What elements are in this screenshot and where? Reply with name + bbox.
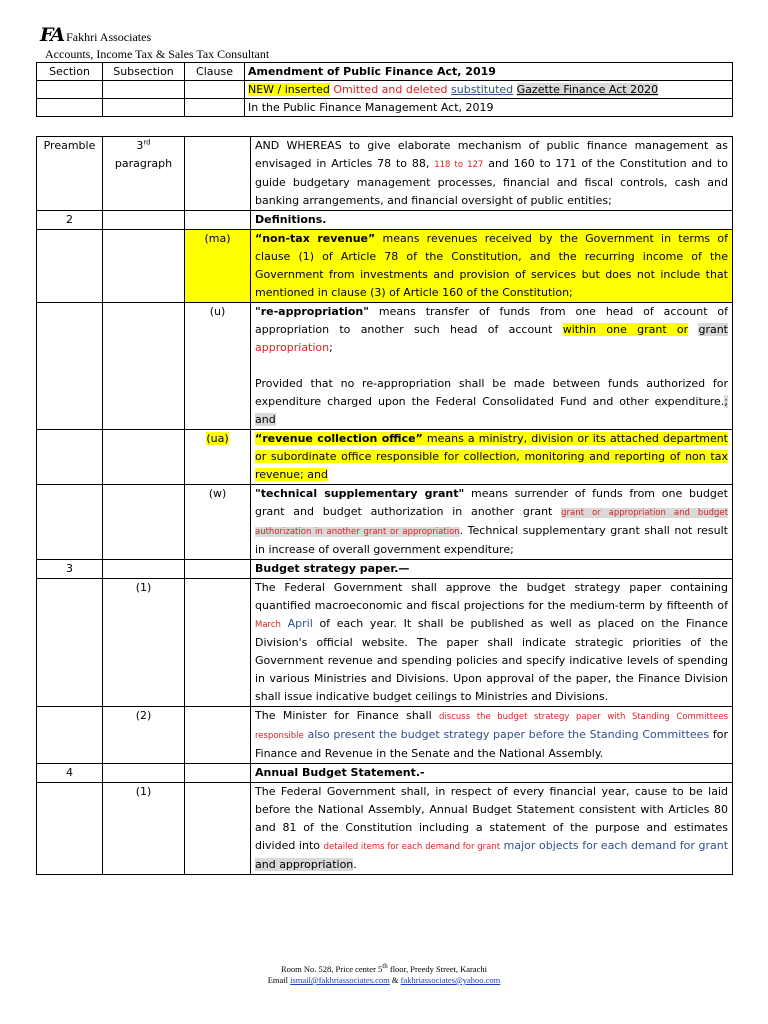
legend-row	[245, 81, 733, 99]
section-cell: Preamble	[37, 137, 103, 211]
email-link-secondary[interactable]: fakhriassociates@yahoo.com	[400, 975, 501, 985]
clause-text: "re-appropriation" means transfer of funds from one head of account of appropriation to another such head of account within one grant or grant appropriation; Provided that no re-appropriation shall be made between funds authorized for expenditure charged upon the Federal Consolidated Fund and other expenditure.; and	[251, 303, 733, 430]
footer-contact: Email ismail@fakhriassociates.com & fakhriassociates@yahoo.com	[267, 975, 501, 985]
preamble-text: AND WHEREAS to give elaborate mechanism of public finance management as envisaged in Articles 78 to 88, 118 to 127 and 160 to 171 of the Constitution and to guide budgetary management processes, financial and fiscal controls, cash and banking arrangements, and financial oversight of public entities;	[251, 137, 733, 211]
legend-substituted: substituted	[451, 83, 514, 96]
subsection-text: The Federal Government shall, in respect of every financial year, cause to be laid before the National Assembly, Annual Budget Statement consistent with Articles 80 and 81 of the Constitution including a statement of the purpose and estimates divided into detailed items for each demand for grant major objects for each demand for grant and appropriation.	[251, 783, 733, 875]
subsection-cell: (1)	[103, 579, 185, 707]
clause-text: “non-tax revenue” means revenues received by the Government in terms of clause (1) of Article 78 of the Constitution, and the recurring income of the Government from investments and provision of services but does not include that mentioned in clause (3) of Article 160 of the Constitution;	[251, 230, 733, 303]
footer-address: Room No. 528, Price center 5th floor, Preedy Street, Karachi	[281, 962, 487, 974]
subsection-cell: (1)	[103, 783, 185, 875]
section-cell: 3	[37, 560, 103, 579]
section-heading: Budget strategy paper.—	[251, 560, 733, 579]
section-heading: Annual Budget Statement.-	[251, 764, 733, 783]
amendment-title: Amendment of Public Finance Act, 2019	[245, 63, 733, 81]
table-row	[37, 211, 733, 230]
subsection-text: The Minister for Finance shall discuss the budget strategy paper with Standing Committees responsible also present the budget strategy paper before the Standing Committees for Finance and Revenue in the Senate and the National Assembly.	[251, 707, 733, 764]
col-subsection-header: Subsection	[103, 63, 185, 81]
table-row	[37, 230, 733, 303]
clause-cell: (ma)	[185, 230, 251, 303]
clause-cell: (u)	[185, 303, 251, 430]
clause-text: "technical supplementary grant" means surrender of funds from one budget grant and budget authorization in another grant grant or appropriation and budget authorization in another grant or appropriation. Technical supplementary grant shall not result in increase of overall government expenditure;	[251, 485, 733, 560]
brand-header	[40, 26, 151, 44]
subsection-cell: (2)	[103, 707, 185, 764]
section-cell: 4	[37, 764, 103, 783]
table-row	[37, 579, 733, 707]
section-cell: 2	[37, 211, 103, 230]
clause-cell: (w)	[185, 485, 251, 560]
legend-table	[36, 62, 733, 117]
firm-name: Fakhri Associates	[66, 30, 152, 44]
table-row	[37, 764, 733, 783]
section-heading: Definitions.	[251, 211, 733, 230]
table-row	[37, 783, 733, 875]
legend-gazette: Gazette Finance Act 2020	[516, 83, 659, 96]
clause-cell: (ua)	[185, 430, 251, 485]
subsection-text: The Federal Government shall approve the budget strategy paper containing quantified macroeconomic and fiscal projections for the medium-term by fifteenth of March April of each year. It shall be published as well as placed on the Finance Division's official website. The paper shall indicate strategic priorities of the Government revenue and spending policies and specify indicative levels of spending in various Ministries and Divisions. Upon approval of the paper, the Finance Division shall issue indicative budget ceilings to Ministries and Divisions.	[251, 579, 733, 707]
act-subtitle: In the Public Finance Management Act, 2019	[245, 99, 733, 117]
firm-logo: FA	[40, 24, 64, 46]
legend-omitted: Omitted and deleted	[333, 83, 448, 96]
legend-new: NEW / inserted	[248, 83, 330, 96]
table-row	[37, 485, 733, 560]
col-clause-header: Clause	[185, 63, 245, 81]
email-link-primary[interactable]: ismail@fakhriassociates.com	[290, 975, 390, 985]
firm-tagline: Accounts, Income Tax & Sales Tax Consultant	[45, 47, 270, 61]
table-row	[37, 137, 733, 211]
table-row	[37, 707, 733, 764]
subsection-cell: 3rd paragraph	[103, 137, 185, 211]
col-section-header: Section	[37, 63, 103, 81]
page-footer	[0, 964, 768, 986]
clause-text: “revenue collection office” means a ministry, division or its attached department or subordinate office responsible for collection, monitoring and reporting of non tax revenue; and	[251, 430, 733, 485]
table-row	[37, 560, 733, 579]
table-row	[37, 430, 733, 485]
amendment-table	[36, 136, 733, 875]
table-row	[37, 303, 733, 430]
